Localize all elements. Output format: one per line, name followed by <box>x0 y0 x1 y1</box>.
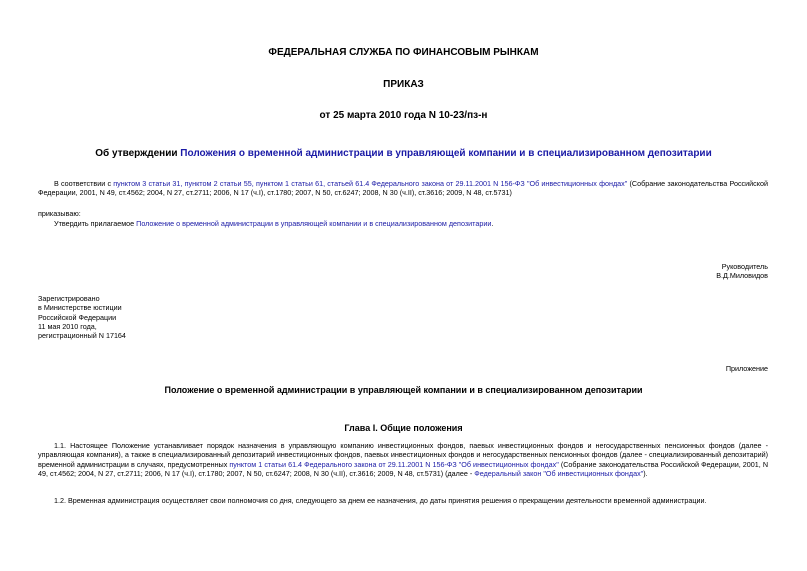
order-after: . <box>491 219 494 228</box>
clause-1-1 <box>38 441 768 478</box>
chapter-heading: Глава I. Общие положения <box>344 423 463 433</box>
title-prefix: Об утверждении <box>95 148 181 159</box>
signature-block <box>716 262 768 281</box>
registration-line: Зарегистрировано <box>38 294 100 303</box>
appendix-label: Приложение <box>725 364 768 373</box>
registration-line: Российской Федерации <box>38 312 117 322</box>
preamble-paragraph <box>38 179 768 198</box>
agency-name: ФЕДЕРАЛЬНАЯ СЛУЖБА ПО ФИНАНСОВЫМ РЫНКАМ <box>268 47 539 58</box>
order-before: Утвердить прилагаемое <box>54 219 137 228</box>
registration-block <box>38 294 126 340</box>
preamble-law-link[interactable]: пунктом 3 статьи 31, пунктом 2 статьи 55, пунктом 1 статьи 61, статьей 61.4 Федерального закона от 29.11.2001 N 156-ФЗ "Об инвестиционных фондах" <box>113 179 628 188</box>
preamble-after: (Собрание законодательства Российской Федерации, 2001, N 49, ст.4562; 2004, N 27, ст.2711; 2006, N 17 (ч.I), ст.1780; 2007, N 50, ст.6247; 2008, N 30 (ч.II), ст.3616; 2009, N 48, ст.5731) <box>38 179 769 198</box>
registration-line: 11 мая 2010 года, <box>38 321 97 331</box>
appendix-title: Положение о временной администрации в управляющей компании и в специализированном депозитарии <box>164 385 643 395</box>
clause-1-1-short-law-link[interactable]: Федеральный закон "Об инвестиционных фондах" <box>474 468 644 478</box>
clause-1-1-after: ). <box>643 468 648 478</box>
preamble-before: В соответствии с <box>54 179 114 188</box>
signature-name: В.Д.Миловидов <box>716 271 768 281</box>
clause-1-1-middle: (Собрание законодательства Российской Федерации, 2001, N 49, ст.4562; 2004, N 27, ст.2711; 2006, N 17 (ч.I), ст.1780; 2007, N 50, ст.6247; 2008, N 30 (ч.II), ст.3616; 2009, N 48, ст.5731) (далее - <box>38 459 769 478</box>
clause-1-2: 1.2. Временная администрация осуществляет свои полномочия со дня, следующего за днем ее назначения, до даты принятия решения о прекращении деятельности временной администрации. <box>54 496 707 505</box>
document-title <box>0 148 807 159</box>
document-date-number: от 25 марта 2010 года N 10-23/пз-н <box>319 110 488 121</box>
clause-1-1-before: 1.1. Настоящее Положение устанавливает порядок назначения в управляющую компанию инвестиционных фондов, паевых инвестиционных фондов и негосударственных пенсионных фондов (далее - управляющая компания), а также в специализированный депозитарий инвестиционных фондов, паевых инвестиционных фондов и негосударственных пенсионных фондов (далее - специализированный депозитарий) временной администрации в случаях, предусмотренных <box>38 441 768 469</box>
order-regulation-link[interactable]: Положение о временной администрации в управляющей компании и в специализированном депозитарии <box>136 219 492 228</box>
clause-1-1-law-link[interactable]: пунктом 1 статьи 61.4 Федерального закона от 29.11.2001 N 156-ФЗ "Об инвестиционных фондах" <box>229 459 559 469</box>
signature-position: Руководитель <box>721 262 768 271</box>
registration-line: регистрационный N 17164 <box>38 331 126 341</box>
order-paragraph <box>38 219 768 228</box>
registration-line: в Министерстве юстиции <box>38 303 122 313</box>
title-regulation-link[interactable]: Положения о временной администрации в управляющей компании и в специализированном депозитарии <box>180 148 712 159</box>
document-type: ПРИКАЗ <box>383 79 424 90</box>
order-label: приказываю: <box>38 209 81 218</box>
